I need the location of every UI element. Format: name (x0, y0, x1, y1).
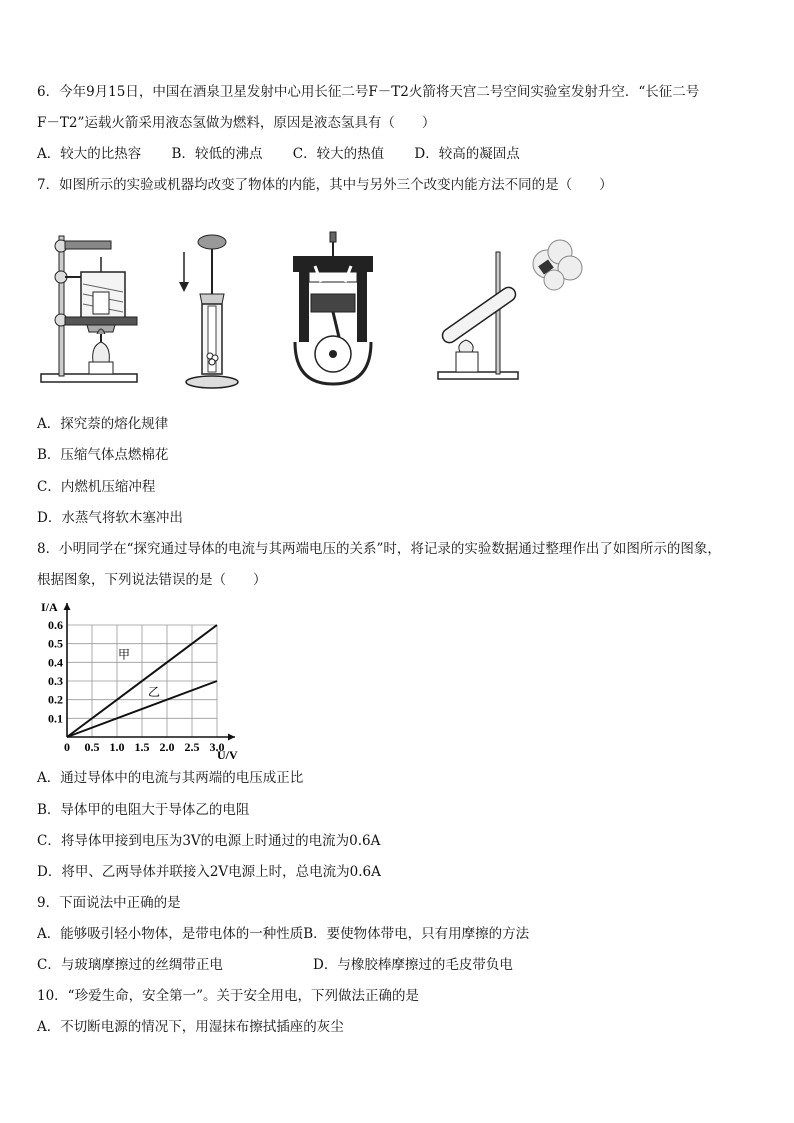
q7-option-a[interactable]: A．探究萘的熔化规律 (37, 416, 169, 432)
q6-option-c[interactable]: C．较大的热值 (292, 146, 385, 162)
q9-option-d[interactable]: D．与橡胶棒摩擦过的毛皮带负电 (313, 957, 513, 973)
q10-stem: 10．“珍爱生命，安全第一”。关于安全用电，下列做法正确的是 (37, 988, 419, 1004)
q6-options (37, 144, 546, 164)
q7-stem: 7．如图所示的实验或机器均改变了物体的内能，其中与另外三个改变内能方法不同的是（ ） (37, 177, 613, 193)
y-tick-label: 0.5 (48, 636, 63, 651)
x-tick-label: 2.0 (159, 740, 175, 754)
series-label-yi: 乙 (148, 685, 161, 700)
x-tick-label: 0.5 (84, 740, 100, 754)
q7-option-c[interactable]: C．内燃机压缩冲程 (37, 479, 156, 495)
x-tick-label: 0 (64, 740, 70, 754)
q6-option-a[interactable]: A．较大的比热容 (37, 146, 142, 162)
q6-stem-line2: F－T2”运载火箭采用液态氢做为燃料，原因是液态氢具有（ ） (37, 115, 436, 131)
q9-options-ab[interactable]: A．能够吸引轻小物体，是带电体的一种性质B．要使物体带电，只有用摩擦的方法 (37, 926, 530, 942)
x-axis-label: U/V (217, 748, 238, 761)
q7-option-d[interactable]: D．水蒸气将软木塞冲出 (37, 510, 183, 526)
x-tick-label: 3.0 (209, 740, 225, 754)
q8-option-d[interactable]: D．将甲、乙两导体并联接入2V电源上时，总电流为0.6A (37, 864, 381, 880)
y-tick-label: 0.3 (48, 674, 63, 688)
q10-option-a[interactable]: A．不切断电源的情况下，用湿抹布擦拭插座的灰尘 (37, 1019, 344, 1035)
y-tick-label: 0.4 (48, 655, 63, 670)
q9-stem: 9．下面说法中正确的是 (37, 895, 181, 911)
q9-option-c[interactable]: C．与玻璃摩擦过的丝绸带正电 (37, 957, 223, 973)
y-tick-label: 0.1 (48, 711, 63, 726)
q6-option-d[interactable]: D．较高的凝固点 (414, 146, 520, 162)
naphthalene-melting-apparatus-figure (37, 222, 147, 392)
q8-stem-line2: 根据图象，下列说法错误的是（ ） (37, 572, 267, 588)
series-label-jia: 甲 (118, 647, 131, 662)
q8-option-a[interactable]: A．通过导体中的电流与其两端的电压成正比 (37, 770, 304, 786)
air-compression-cotton-figure (172, 222, 244, 392)
current-voltage-chart (37, 597, 243, 761)
x-tick-label: 1.5 (134, 740, 150, 754)
q8-option-b[interactable]: B．导体甲的电阻大于导体乙的电阻 (37, 802, 250, 818)
x-tick-label: 2.5 (184, 740, 200, 754)
steam-pushes-cork-figure (432, 222, 592, 392)
q7-option-b[interactable]: B．压缩气体点燃棉花 (37, 447, 169, 463)
q7-figures (37, 222, 597, 392)
y-tick-label: 0.2 (48, 692, 63, 707)
x-axis-arrow (228, 734, 235, 741)
q6-option-b[interactable]: B．较低的沸点 (171, 146, 263, 162)
q8-stem-line1: 8．小明同学在“探究通过导体的电流与其两端电压的关系”时，将记录的实验数据通过整理作出了如图所示的图象， (37, 541, 721, 557)
engine-compression-stroke-figure (285, 222, 381, 392)
x-tick-label: 1.0 (109, 740, 125, 754)
y-tick-label: 0.6 (48, 618, 63, 632)
y-axis-label: I/A (41, 600, 58, 614)
q8-option-c[interactable]: C．将导体甲接到电压为3V的电源上时通过的电流为0.6A (37, 833, 381, 849)
y-axis-arrow (64, 603, 71, 610)
q6-stem-line1: 6．今年9月15日，中国在酒泉卫星发射中心用长征二号F－T2火箭将天宫二号空间实验室发射升空．“长征二号 (37, 84, 700, 100)
